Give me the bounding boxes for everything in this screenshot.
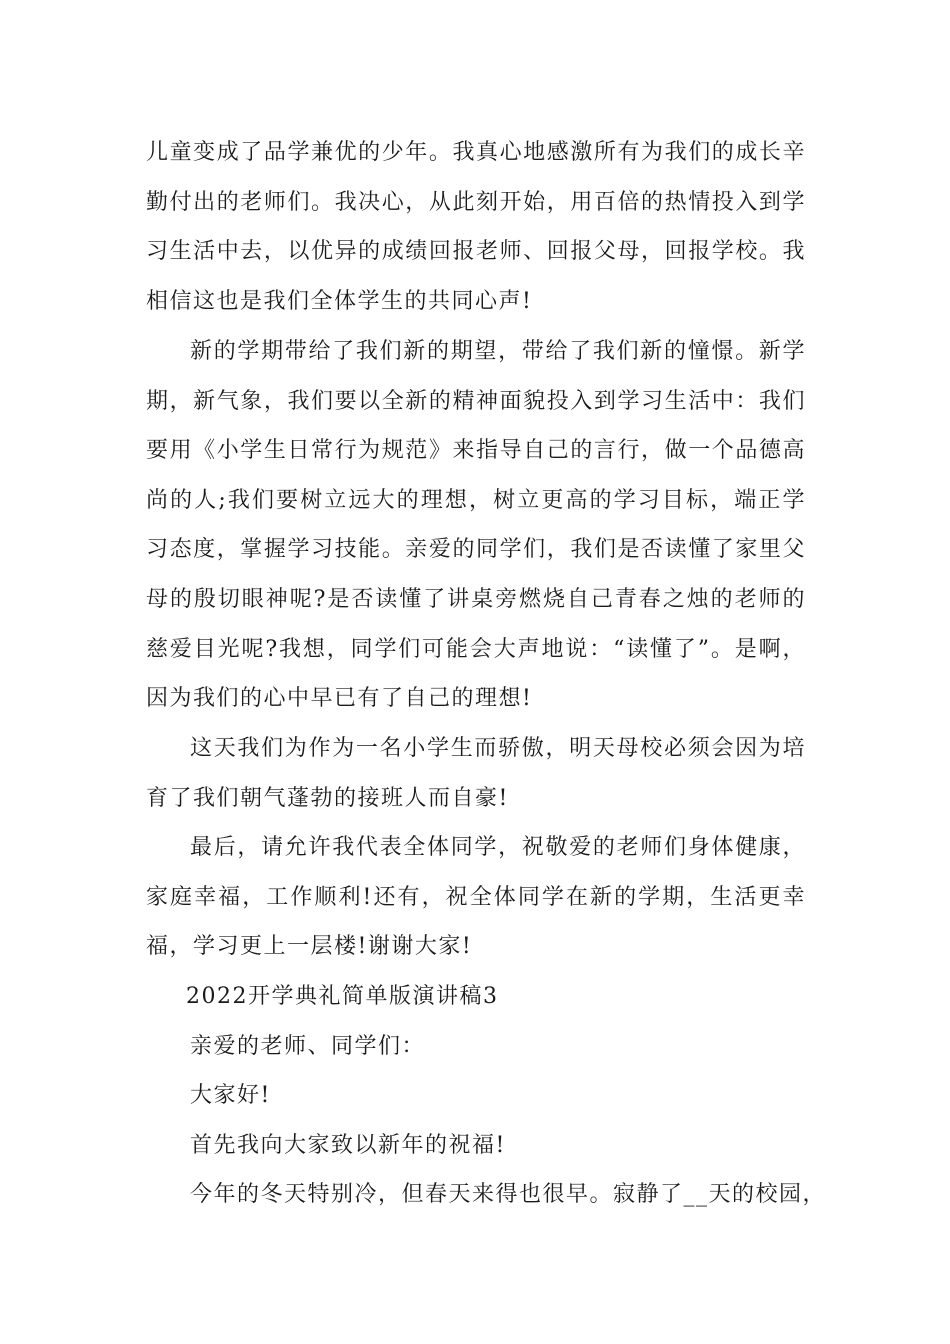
paragraph-1: 儿童变成了品学兼优的少年。我真心地感激所有为我们的成长辛勤付出的老师们。我决心，从此刻开始，用百倍的热情投入到学习生活中去，以优异的成绩回报老师、回报父母，回报学校。我相信这也是我们全体学生的共同心声! — [146, 140, 806, 314]
greeting: 大家好! — [190, 1083, 271, 1108]
salutation: 亲爱的老师、同学们： — [190, 1034, 426, 1059]
new-year-wish: 首先我向大家致以新年的祝福! — [190, 1133, 506, 1158]
paragraph-4: 最后，请允许我代表全体同学，祝敬爱的老师们身体健康，家庭幸福，工作顺利!还有，祝全体同学在新的学期，生活更幸福，学习更上一层楼!谢谢大家! — [146, 835, 806, 960]
paragraph-last-line: 今年的冬天特别冷，但春天来得也很早。寂静了__天的校园， — [190, 1182, 827, 1207]
paragraph-2: 新的学期带给了我们新的期望，带给了我们新的憧憬。新学期，新气象，我们要以全新的精神面貌投入到学习生活中：我们要用《小学生日常行为规范》来指导自己的言行，做一个品德高尚的人;我们要树立远大的理想，树立更高的学习目标，端正学习态度，掌握学习技能。亲爱的同学们，我们是否读懂了家里父母的殷切眼神呢?是否读懂了讲桌旁燃烧自己青春之烛的老师的慈爱目光呢?我想，同学们可能会大声地说：“读懂了”。是啊，因为我们的心中早已有了自己的理想! — [146, 339, 806, 712]
paragraph-3: 这天我们为作为一名小学生而骄傲，明天母校必须会因为培育了我们朝气蓬勃的接班人而自豪! — [146, 736, 806, 811]
section-title: 2022开学典礼简单版演讲稿3 — [186, 984, 499, 1009]
